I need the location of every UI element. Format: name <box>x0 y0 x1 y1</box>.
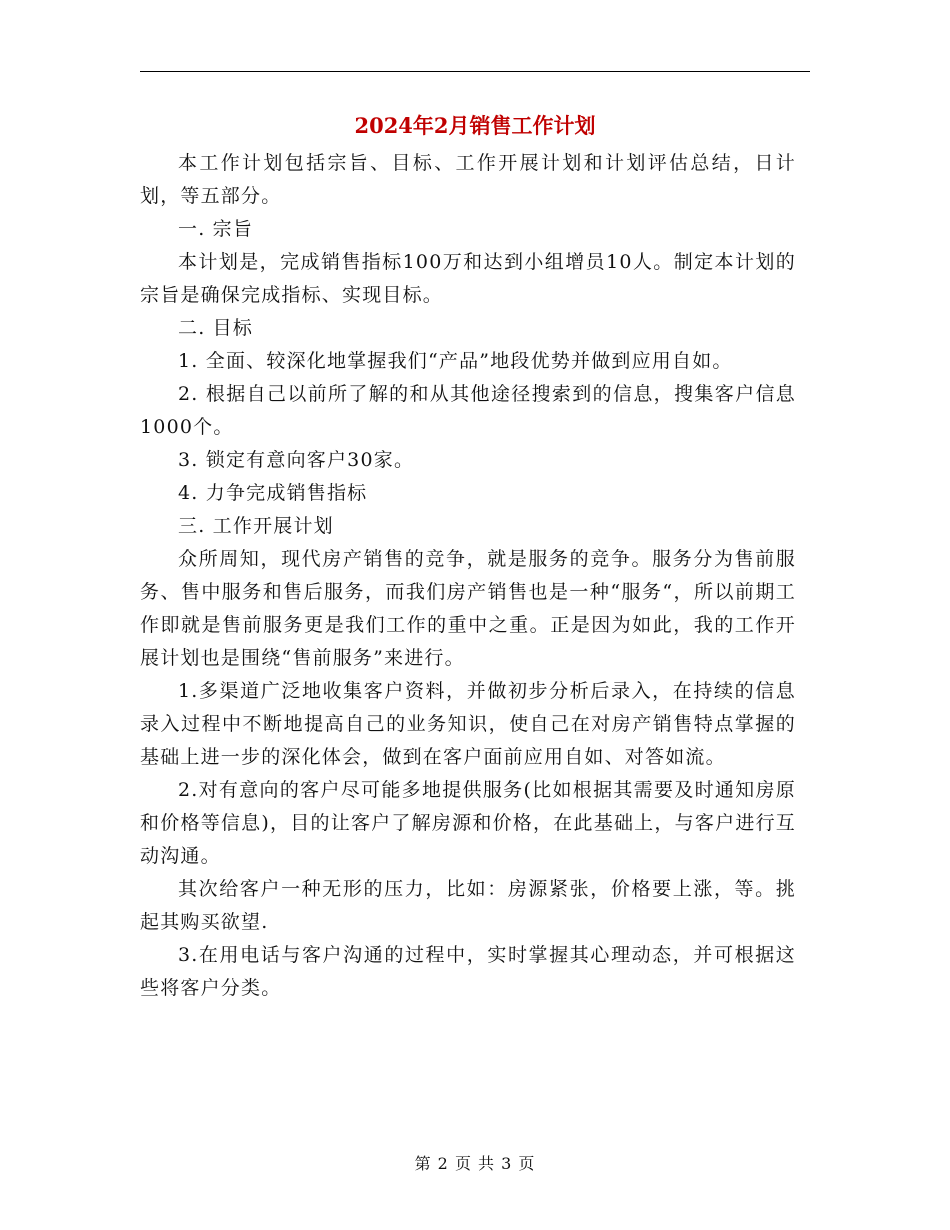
list-item: 2. 根据自己以前所了解的和从其他途径搜索到的信息，搜集客户信息1000个。 <box>140 383 796 438</box>
header-rule <box>140 71 810 72</box>
paragraph: 本工作计划包括宗旨、目标、工作开展计划和计划评估总结，日计划，等五部分。 <box>140 152 796 207</box>
paragraph: 2.对有意向的客户尽可能多地提供服务(比如根据其需要及时通知房原和价格等信息)，目的让客户了解房源和价格，在此基础上，与客户进行互动沟通。 <box>140 779 796 867</box>
paragraph: 本计划是，完成销售指标100万和达到小组增员10人。制定本计划的宗旨是确保完成指标、实现目标。 <box>140 251 796 306</box>
list-item: 4. 力争完成销售指标 <box>178 482 368 504</box>
paragraph: 3.在用电话与客户沟通的过程中，实时掌握其心理动态，并可根据这些将客户分类。 <box>140 944 796 999</box>
section-heading: 二. 目标 <box>178 317 254 339</box>
list-item: 1. 全面、较深化地掌握我们“产品”地段优势并做到应用自如。 <box>178 350 733 372</box>
document-body <box>140 147 796 1005</box>
section-heading: 一. 宗旨 <box>178 218 254 240</box>
page-number: 第 2 页 共 3 页 <box>414 1154 536 1173</box>
document-title: 2024年2月销售工作计划 <box>354 113 596 138</box>
list-item: 3. 锁定有意向客户30家。 <box>178 449 415 471</box>
section-heading: 三. 工作开展计划 <box>178 515 334 537</box>
paragraph: 1.多渠道广泛地收集客户资料，并做初步分析后录入，在持续的信息录入过程中不断地提高自己的业务知识，使自己在对房产销售特点掌握的基础上进一步的深化体会，做到在客户面前应用自如、对答如流。 <box>140 680 796 768</box>
paragraph: 众所周知，现代房产销售的竞争，就是服务的竞争。服务分为售前服务、售中服务和售后服务，而我们房产销售也是一种“服务“，所以前期工作即就是售前服务更是我们工作的重中之重。正是因为如此，我的工作开展计划也是围绕“售前服务”来进行。 <box>140 548 796 669</box>
paragraph: 其次给客户一种无形的压力，比如：房源紧张，价格要上涨，等。挑起其购买欲望. <box>140 878 796 933</box>
